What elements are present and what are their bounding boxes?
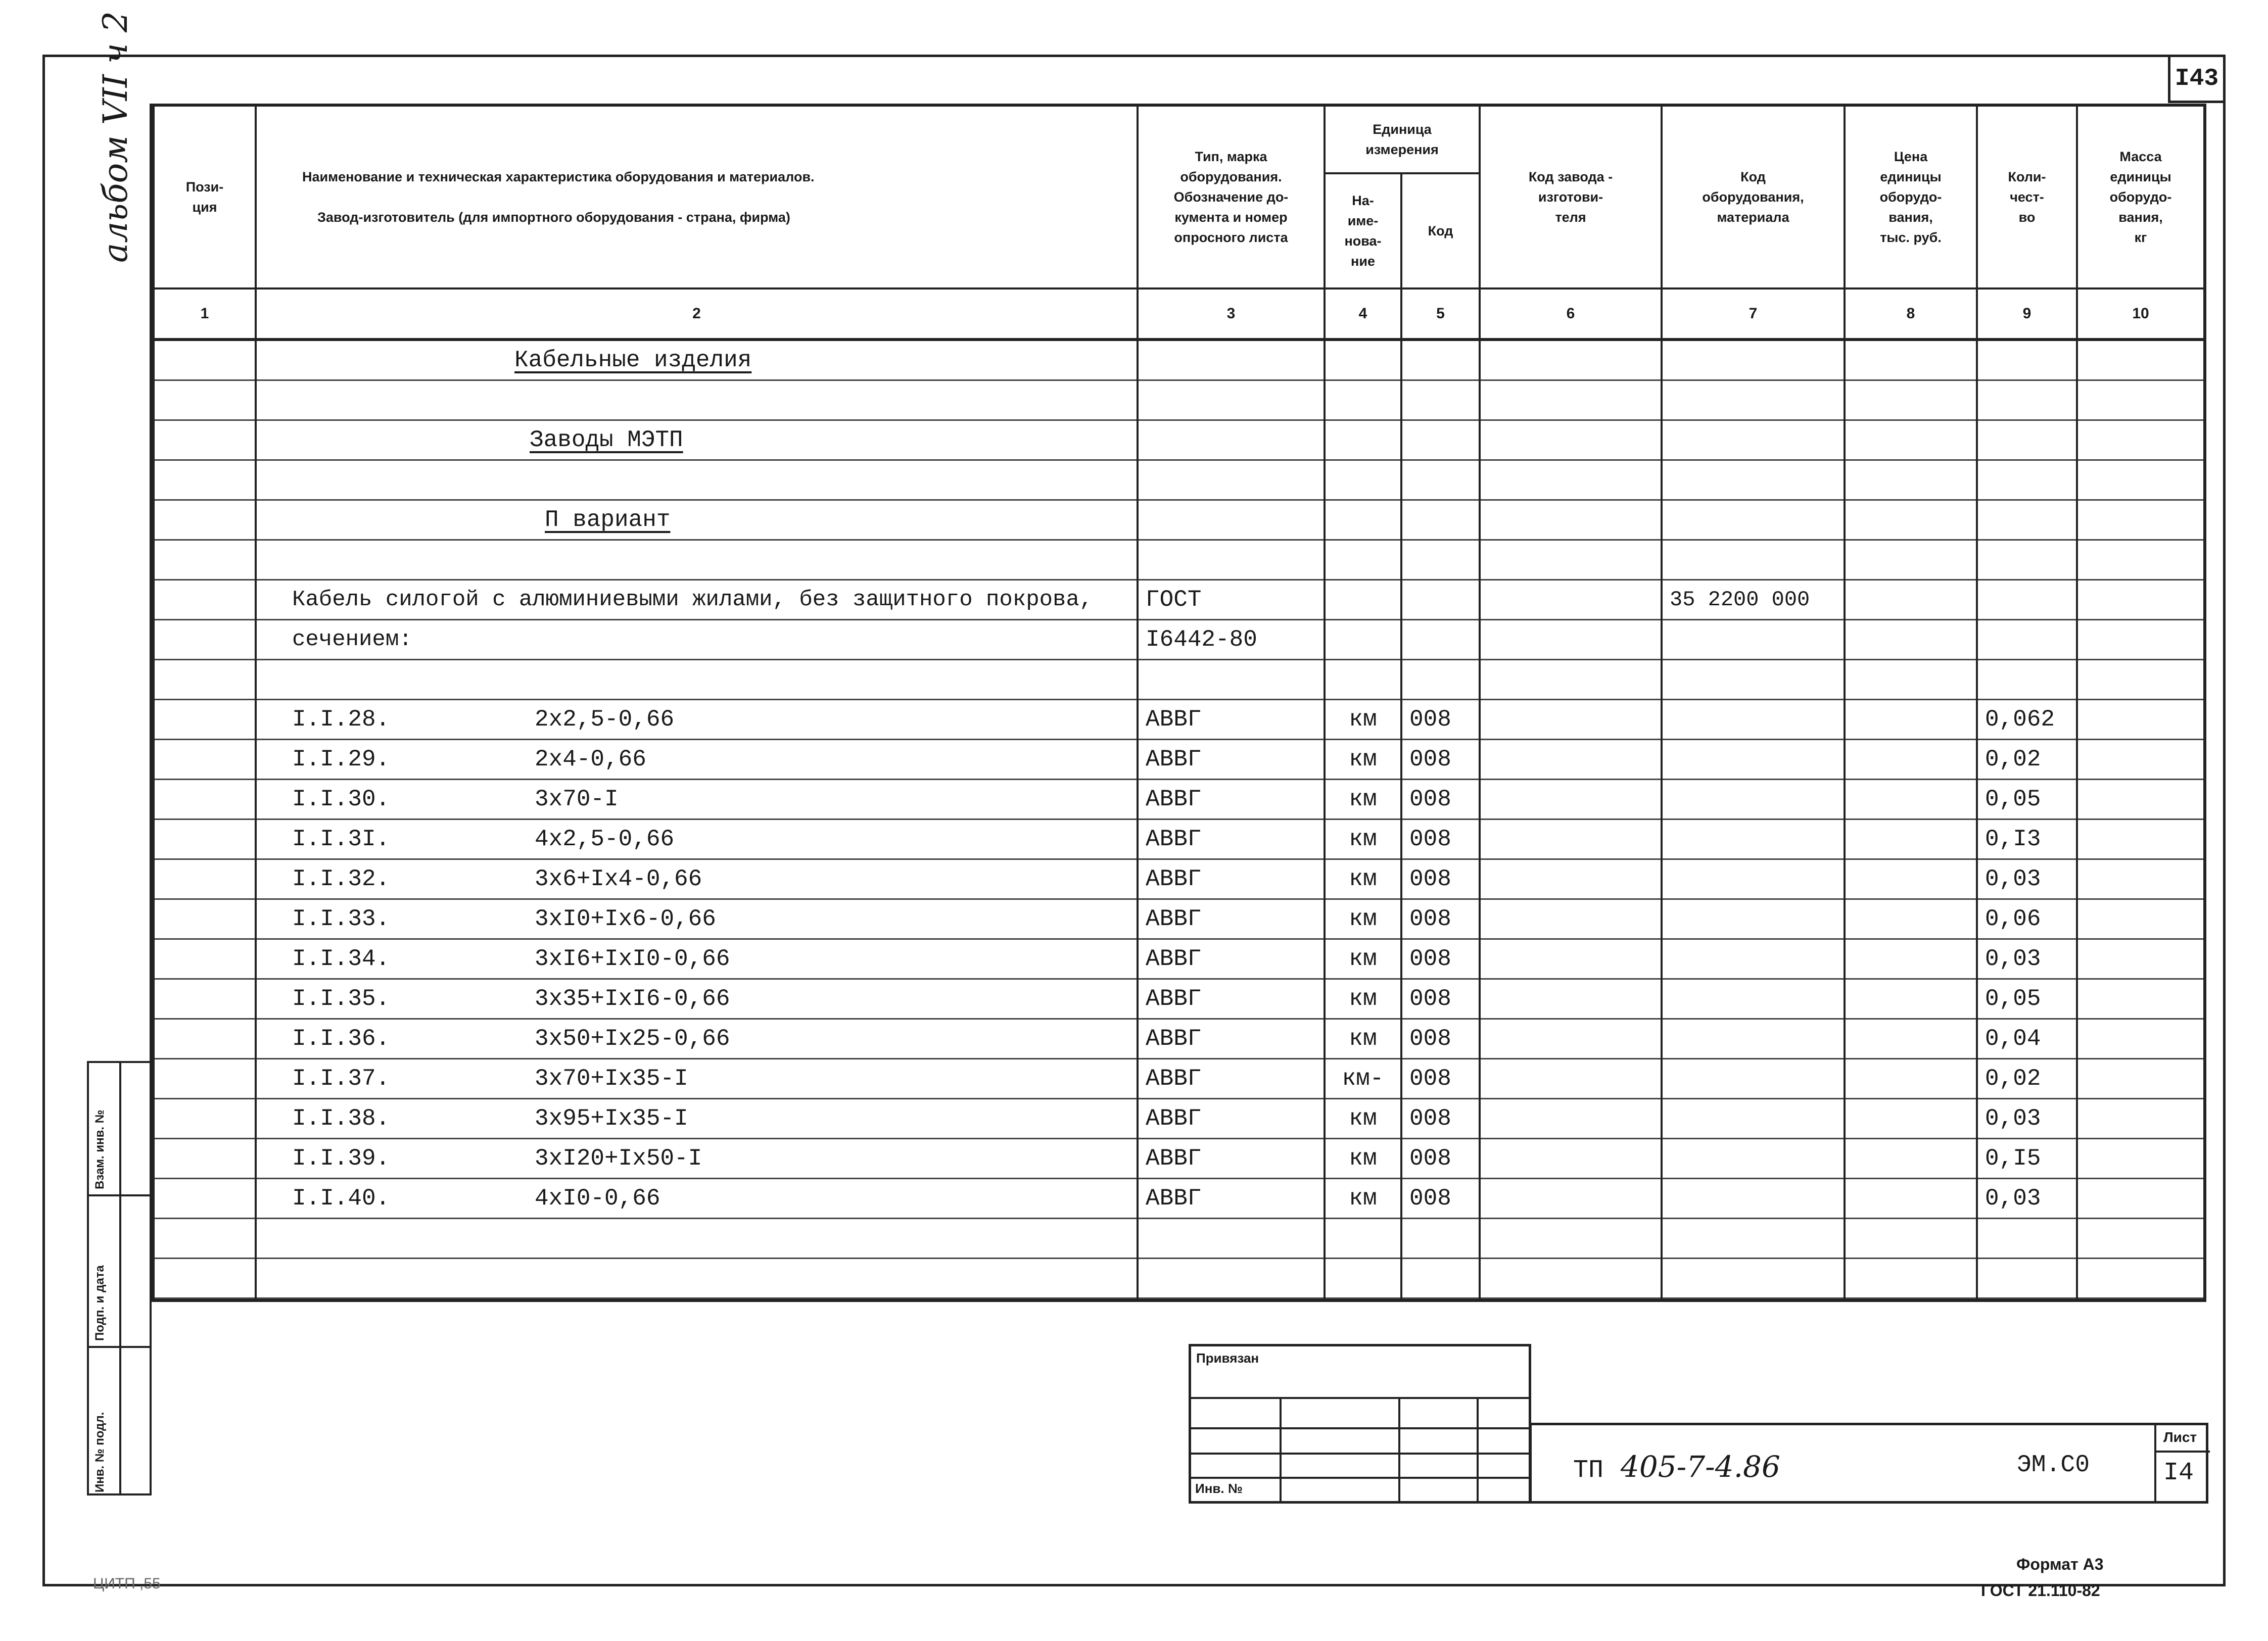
item-quantity: 0,04 [1977, 1019, 2077, 1059]
album-note: альбом VII ч 2 [96, 11, 135, 263]
table-row [154, 819, 2204, 859]
item-unit: км [1325, 939, 1401, 979]
item-unit-code: 008 [1401, 740, 1480, 780]
item-name: 3x6+Ix4-0,66 [535, 866, 702, 892]
item-type: АВВГ [1138, 939, 1325, 979]
item-position: I.I.40. [292, 1185, 390, 1212]
table-row [154, 340, 2204, 380]
item-name: 3x35+IxI6-0,66 [535, 986, 730, 1012]
item-position: I.I.35. [292, 986, 390, 1012]
item-quantity: 0,03 [1977, 1179, 2077, 1219]
binding-label: Привязан [1196, 1350, 1259, 1366]
item-unit-code: 008 [1401, 1099, 1480, 1139]
cable-description: Кабель силогой с алюминиевыми жилами, без защитного покрова, [256, 580, 1138, 620]
sheet-number: I4 [2163, 1459, 2194, 1487]
table-row [154, 660, 2204, 700]
item-unit: км [1325, 1099, 1401, 1139]
table-row [154, 500, 2204, 540]
item-unit-code: 008 [1401, 1139, 1480, 1179]
item-type: АВВГ [1138, 859, 1325, 899]
header-price: Цена единицы оборудо- вания, тыс. руб. [1845, 107, 1977, 288]
section-title: П вариант [545, 507, 671, 533]
item-unit-code: 008 [1401, 819, 1480, 859]
header-type: Тип, марка оборудования. Обозначение до- кумента и номер опросного листа [1138, 107, 1325, 288]
item-unit-code: 008 [1401, 939, 1480, 979]
item-unit: км- [1325, 1059, 1401, 1099]
item-name: 4xI0-0,66 [535, 1185, 660, 1212]
table-row [154, 1059, 2204, 1099]
table-row [154, 1219, 2204, 1259]
header-material-code: Код оборудования, материала [1662, 107, 1845, 288]
table-row [154, 700, 2204, 740]
item-name: 3xI20+Ix50-I [535, 1145, 702, 1172]
item-unit-code: 008 [1401, 780, 1480, 819]
col-number: 7 [1662, 288, 1845, 340]
item-unit-code: 008 [1401, 1179, 1480, 1219]
header-unit-name: На- име- нова- ние [1325, 173, 1401, 288]
item-unit: км [1325, 1179, 1401, 1219]
section-title: Заводы МЭТП [530, 427, 683, 453]
item-type: АВВГ [1138, 780, 1325, 819]
item-name: 3xI0+Ix6-0,66 [535, 906, 716, 932]
doc-code: ТП 405-7-4.86 [1573, 1450, 1780, 1485]
item-quantity: 0,03 [1977, 859, 2077, 899]
table-row [154, 1179, 2204, 1219]
table-row [154, 939, 2204, 979]
item-unit: км [1325, 1139, 1401, 1179]
item-unit: км [1325, 780, 1401, 819]
page-number: I43 [2175, 65, 2219, 92]
item-unit: км [1325, 859, 1401, 899]
item-unit: км [1325, 740, 1401, 780]
col-number: 2 [256, 288, 1138, 340]
binding-stamp [1189, 1344, 1531, 1504]
header-unit: Единица измерения [1325, 107, 1480, 173]
item-unit-code: 008 [1401, 1059, 1480, 1099]
table-row [154, 1139, 2204, 1179]
item-position: I.I.32. [292, 866, 390, 892]
item-unit: км [1325, 899, 1401, 939]
item-unit: км [1325, 1019, 1401, 1059]
item-name: 4x2,5-0,66 [535, 826, 675, 852]
item-type: АВВГ [1138, 1139, 1325, 1179]
table-row [154, 1099, 2204, 1139]
item-name: 3x95+Ix35-I [535, 1105, 688, 1132]
table-row [154, 979, 2204, 1019]
header-mass: Масса единицы оборудо- вания, кг [2077, 107, 2204, 288]
inv-label: Инв. № [1195, 1481, 1243, 1496]
table-row [154, 460, 2204, 500]
item-unit: км [1325, 700, 1401, 740]
item-position: I.I.36. [292, 1026, 390, 1052]
table-row [154, 420, 2204, 460]
item-type: АВВГ [1138, 1019, 1325, 1059]
item-unit-code: 008 [1401, 859, 1480, 899]
item-name: 3x70-I [535, 786, 619, 812]
col-number: 8 [1845, 288, 1977, 340]
material-code: 35 2200 000 [1662, 580, 1845, 620]
item-type: АВВГ [1138, 899, 1325, 939]
item-type: АВВГ [1138, 979, 1325, 1019]
col-number: 3 [1138, 288, 1325, 340]
header-position: Пози- ция [154, 107, 256, 288]
item-quantity: 0,06 [1977, 899, 2077, 939]
item-type: АВВГ [1138, 1059, 1325, 1099]
item-type: АВВГ [1138, 740, 1325, 780]
item-unit: км [1325, 819, 1401, 859]
header-unit-code: Код [1401, 173, 1480, 288]
table-row [154, 1019, 2204, 1059]
doc-suffix: ЭМ.С0 [2017, 1452, 2090, 1479]
item-unit-code: 008 [1401, 1019, 1480, 1059]
item-quantity: 0,05 [1977, 979, 2077, 1019]
item-position: I.I.30. [292, 786, 390, 812]
gost-label: ГОСТ 21.110-82 [1981, 1581, 2100, 1600]
item-position: I.I.33. [292, 906, 390, 932]
col-number: 5 [1401, 288, 1480, 340]
section-title: Кабельные изделия [514, 347, 752, 373]
item-quantity: 0,I3 [1977, 819, 2077, 859]
table-row [154, 740, 2204, 780]
item-quantity: 0,03 [1977, 1099, 2077, 1139]
page-number-box [2168, 55, 2226, 103]
item-position: I.I.39. [292, 1145, 390, 1172]
table-row [154, 580, 2204, 620]
table-row [154, 620, 2204, 660]
header-name: Наименование и техническая характеристика оборудования и материалов. Завод-изготовитель (для импортного оборудования - страна, фирма) [256, 107, 1138, 288]
side-stamp [87, 1061, 152, 1495]
doc-ref: ГОСТ [1138, 580, 1325, 620]
item-unit-code: 008 [1401, 979, 1480, 1019]
table-row [154, 380, 2204, 420]
table-row [154, 899, 2204, 939]
spec-table [150, 104, 2206, 1302]
table-row [154, 540, 2204, 580]
item-name: 3x50+Ix25-0,66 [535, 1026, 730, 1052]
table-row [154, 1259, 2204, 1298]
item-position: I.I.38. [292, 1105, 390, 1132]
col-number: 1 [154, 288, 256, 340]
item-position: I.I.37. [292, 1066, 390, 1092]
side-label-inv: Инв. № подл. [93, 1412, 107, 1492]
side-label-vzam: Взам. инв. № [93, 1109, 107, 1189]
item-name: 3x70+Ix35-I [535, 1066, 688, 1092]
item-position: I.I.3I. [292, 826, 390, 852]
item-type: АВВГ [1138, 700, 1325, 740]
item-quantity: 0,05 [1977, 780, 2077, 819]
cable-description-cont: сечением: [256, 620, 1138, 660]
item-unit-code: 008 [1401, 899, 1480, 939]
col-number: 9 [1977, 288, 2077, 340]
item-unit-code: 008 [1401, 700, 1480, 740]
item-quantity: 0,02 [1977, 740, 2077, 780]
item-name: 2x4-0,66 [535, 746, 646, 773]
item-name: 2x2,5-0,66 [535, 706, 675, 733]
item-type: АВВГ [1138, 1179, 1325, 1219]
item-type: АВВГ [1138, 1099, 1325, 1139]
item-position: I.I.29. [292, 746, 390, 773]
item-quantity: 0,03 [1977, 939, 2077, 979]
item-position: I.I.34. [292, 946, 390, 972]
header-plant-code: Код завода - изготови- теля [1480, 107, 1662, 288]
header-quantity: Коли- чест- во [1977, 107, 2077, 288]
item-quantity: 0,062 [1977, 700, 2077, 740]
col-number: 10 [2077, 288, 2204, 340]
table-row [154, 780, 2204, 819]
col-number: 6 [1480, 288, 1662, 340]
item-quantity: 0,I5 [1977, 1139, 2077, 1179]
item-type: АВВГ [1138, 819, 1325, 859]
sheet-label: Лист [2163, 1429, 2197, 1445]
item-position: I.I.28. [292, 706, 390, 733]
doc-ref: I6442-80 [1138, 620, 1325, 660]
item-unit: км [1325, 979, 1401, 1019]
title-block [1529, 1423, 2208, 1504]
item-name: 3xI6+IxI0-0,66 [535, 946, 730, 972]
print-mark: ЦИТП ,55 [93, 1575, 161, 1592]
item-quantity: 0,02 [1977, 1059, 2077, 1099]
table-row [154, 859, 2204, 899]
format-label: Формат А3 [2016, 1555, 2104, 1573]
side-label-podp: Подп. и дата [93, 1265, 107, 1341]
col-number: 4 [1325, 288, 1401, 340]
